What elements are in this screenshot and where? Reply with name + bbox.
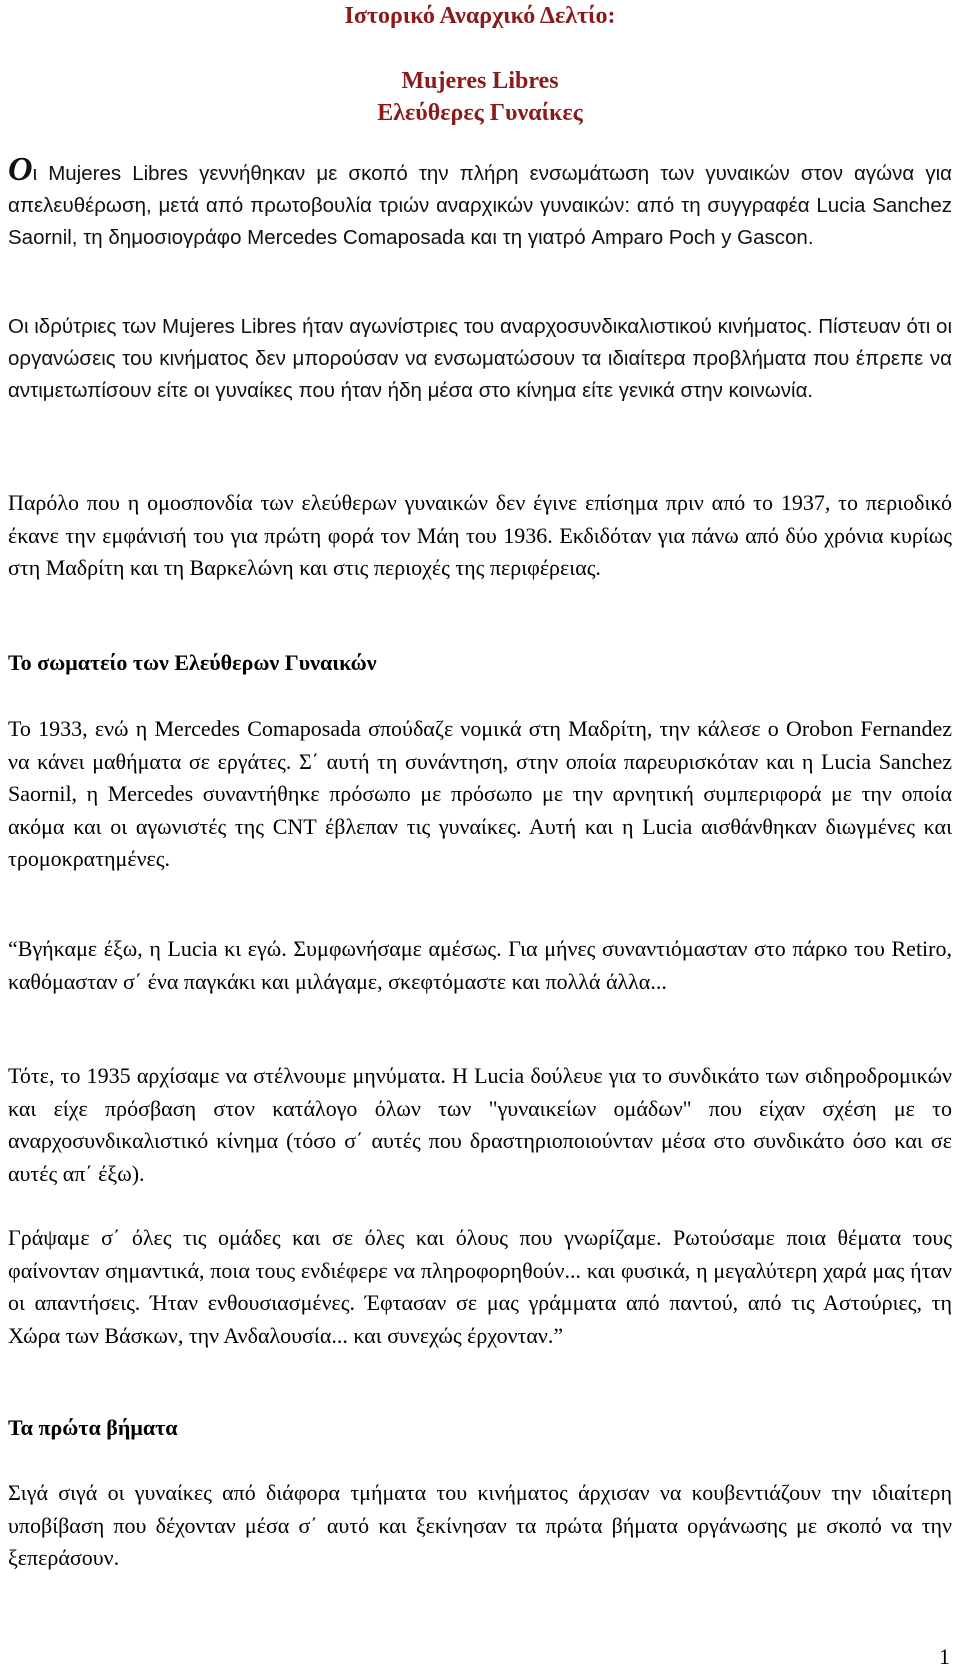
paragraph-letters: Γράψαμε σ΄ όλες τις ομάδες και σε όλες και όλους που γνωρίζαμε. Ρωτούσαμε ποια θέματα τους φαίνονταν σημαντικά, ποια τους ενδιέφερε να πληροφορηθούν... και φυσικά, η μεγαλύτερη χαρά μας ήταν οι απαντήσεις. Ήταν ενθουσιασμένες. Έφτασαν σε μας γράμματα από παντού, από τις Αστούριες, τη Χώρα των Βάσκων, την Ανδαλουσία... και συνεχώς έρχονταν.” <box>8 1225 952 1348</box>
paragraph-founders: Οι ιδρύτριες των Mujeres Libres ήταν αγωνίστριες του αναρχοσυνδικαλιστικού κινήματος. Πίστευαν ότι οι οργανώσεις του κινήματος δεν μπορούσαν να ενσωματώσουν τα ιδιαίτερα προβλήματα που έπρεπε να αντιμετωπίσουν είτε οι γυναίκες που ήταν ήδη μέσα στο κίνημα είτε γενικά στην κοινωνία. <box>8 315 952 402</box>
paragraph-1933: Το 1933, ενώ η Mercedes Comaposada σπούδαζε νομικά στη Μαδρίτη, την κάλεσε ο Orobon Fernandez να κάνει μαθήματα σε εργάτες. Σ΄ αυτή τη συνάντηση, στην οποία παρευρισκόταν και η Lucia Sanchez Saornil, η Mercedes συναντήθηκε πρόσωπο με πρόσωπο με την αρνητική συμπεριφορά με την οποία ακόμα και οι αγωνιστές της CNT έβλεπαν τις γυναίκες. Αυτή και η Lucia αισθάνθηκαν διωγμένες και τρομοκρατημένες. <box>8 716 952 871</box>
intro-text: ι Mujeres Libres γεννήθηκαν με σκοπό την πλήρη ενσωμάτωση των γυναικών στον αγώνα για απελευθέρωση, μετά από πρωτοβουλία τριών αναρχικών γυναικών: από τη συγγραφέα Lucia Sanchez Saornil, τη δημοσιογράφο Mercedes Comaposada και τη γιατρό Amparo Poch y Gascon. <box>8 162 952 249</box>
drop-cap: O <box>8 151 33 188</box>
section-heading-union: Το σωματείο των Ελεύθερων Γυναικών <box>8 650 377 675</box>
subtitle-spanish: Mujeres Libres <box>401 68 559 94</box>
page-number: 1 <box>939 1644 950 1669</box>
subtitle-greek: Ελεύθερες Γυναίκες <box>377 100 583 126</box>
paragraph-federation: Παρόλο που η ομοσπονδία των ελεύθερων γυναικών δεν έγινε επίσημα πριν από το 1937, το περιοδικό έκανε την εμφάνισή του για πρώτη φορά τον Μάη του 1936. Εκδιδόταν για πάνω από δύο χρόνια κυρίως στη Μαδρίτη και τη Βαρκελώνη και στις περιοχές της περιφέρειας. <box>8 490 952 580</box>
section-heading-first-steps: Τα πρώτα βήματα <box>8 1415 178 1440</box>
paragraph-first-steps: Σιγά σιγά οι γυναίκες από διάφορα τμήματα του κινήματος άρχισαν να κουβεντιάζουν την ιδιαίτερη υποβίβαση που δέχονταν μέσα σ΄ αυτό και ξεκίνησαν τα πρώτα βήματα οργάνωσης με σκοπό να την ξεπεράσουν. <box>8 1480 952 1570</box>
document-title: Ιστορικό Αναρχικό Δελτίο: <box>344 3 616 29</box>
paragraph-quote-retiro: “Βγήκαμε έξω, η Lucia κι εγώ. Συμφωνήσαμε αμέσως. Για μήνες συναντιόμασταν στο πάρκο του Retiro, καθόμασταν σ΄ ένα παγκάκι και μιλάγαμε, σκεφτόμαστε και πολλά άλλα... <box>8 936 952 994</box>
paragraph-1935: Τότε, το 1935 αρχίσαμε να στέλνουμε μηνύματα. Η Lucia δούλευε για το συνδικάτο των σιδηροδρομικών και είχε πρόσβαση στον κατάλογο όλων των "γυναικείων ομάδων" που είχαν σχέση με το αναρχοσυνδικαλιστικό κίνημα (τόσο σ΄ αυτές που δραστηριοποιούνταν μέσα στο συνδικάτο όσο και σε αυτές απ΄ έξω). <box>8 1063 952 1186</box>
intro-paragraph <box>8 151 952 254</box>
